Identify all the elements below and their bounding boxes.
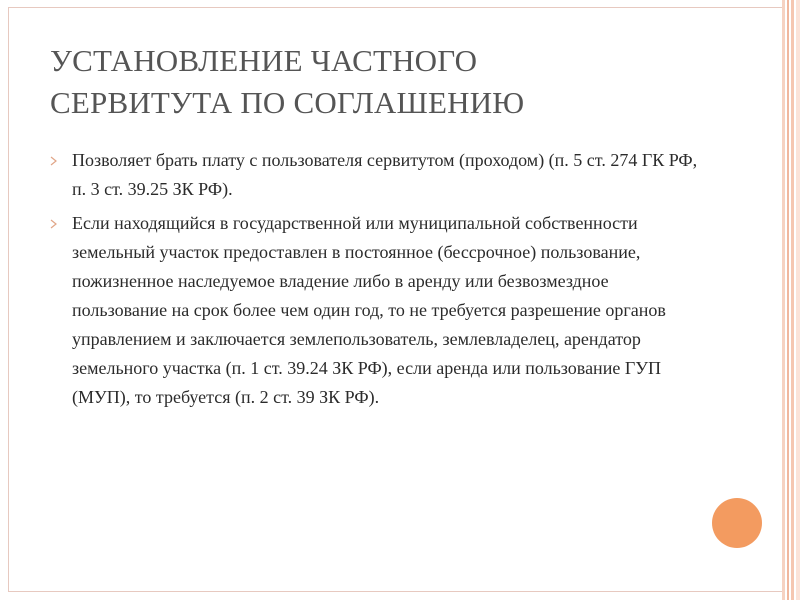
bullet-arrow-icon xyxy=(50,219,58,229)
bullet-text: Позволяет брать плату с пользователя сервитутом (проходом) (п. 5 ст. 274 ГК РФ, п. 3 ст. 39.25 ЗК РФ). xyxy=(72,150,698,199)
bullet-item xyxy=(50,146,700,204)
stripe xyxy=(791,0,794,600)
bullet-arrow-icon xyxy=(50,156,58,166)
bullet-text: Если находящийся в государственной или муниципальной собственности земельный участок предоставлен в постоянное (бессрочное) пользование, пожизненное наследуемое владение либо в аренду или безвозмездное пользование на срок более чем один год, то не требуется разрешение органов управлением и заключается землепользователь, землевладелец, арендатор земельного участка (п. 1 ст. 39.24 ЗК РФ), если аренда или пользование ГУП (МУП), то требуется (п. 2 ст. 39 ЗК РФ). xyxy=(72,213,666,407)
stripe xyxy=(782,0,785,600)
title-line-2: СЕРВИТУТА ПО СОГЛАШЕНИЮ xyxy=(50,85,525,120)
stripe xyxy=(787,0,789,600)
decorative-stripes xyxy=(782,0,800,600)
decorative-circle xyxy=(712,498,762,548)
stripe xyxy=(796,0,800,600)
bullet-list xyxy=(50,146,700,417)
slide-title xyxy=(50,40,730,124)
bullet-item xyxy=(50,209,700,412)
title-line-1: УСТАНОВЛЕНИЕ ЧАСТНОГО xyxy=(50,43,478,78)
